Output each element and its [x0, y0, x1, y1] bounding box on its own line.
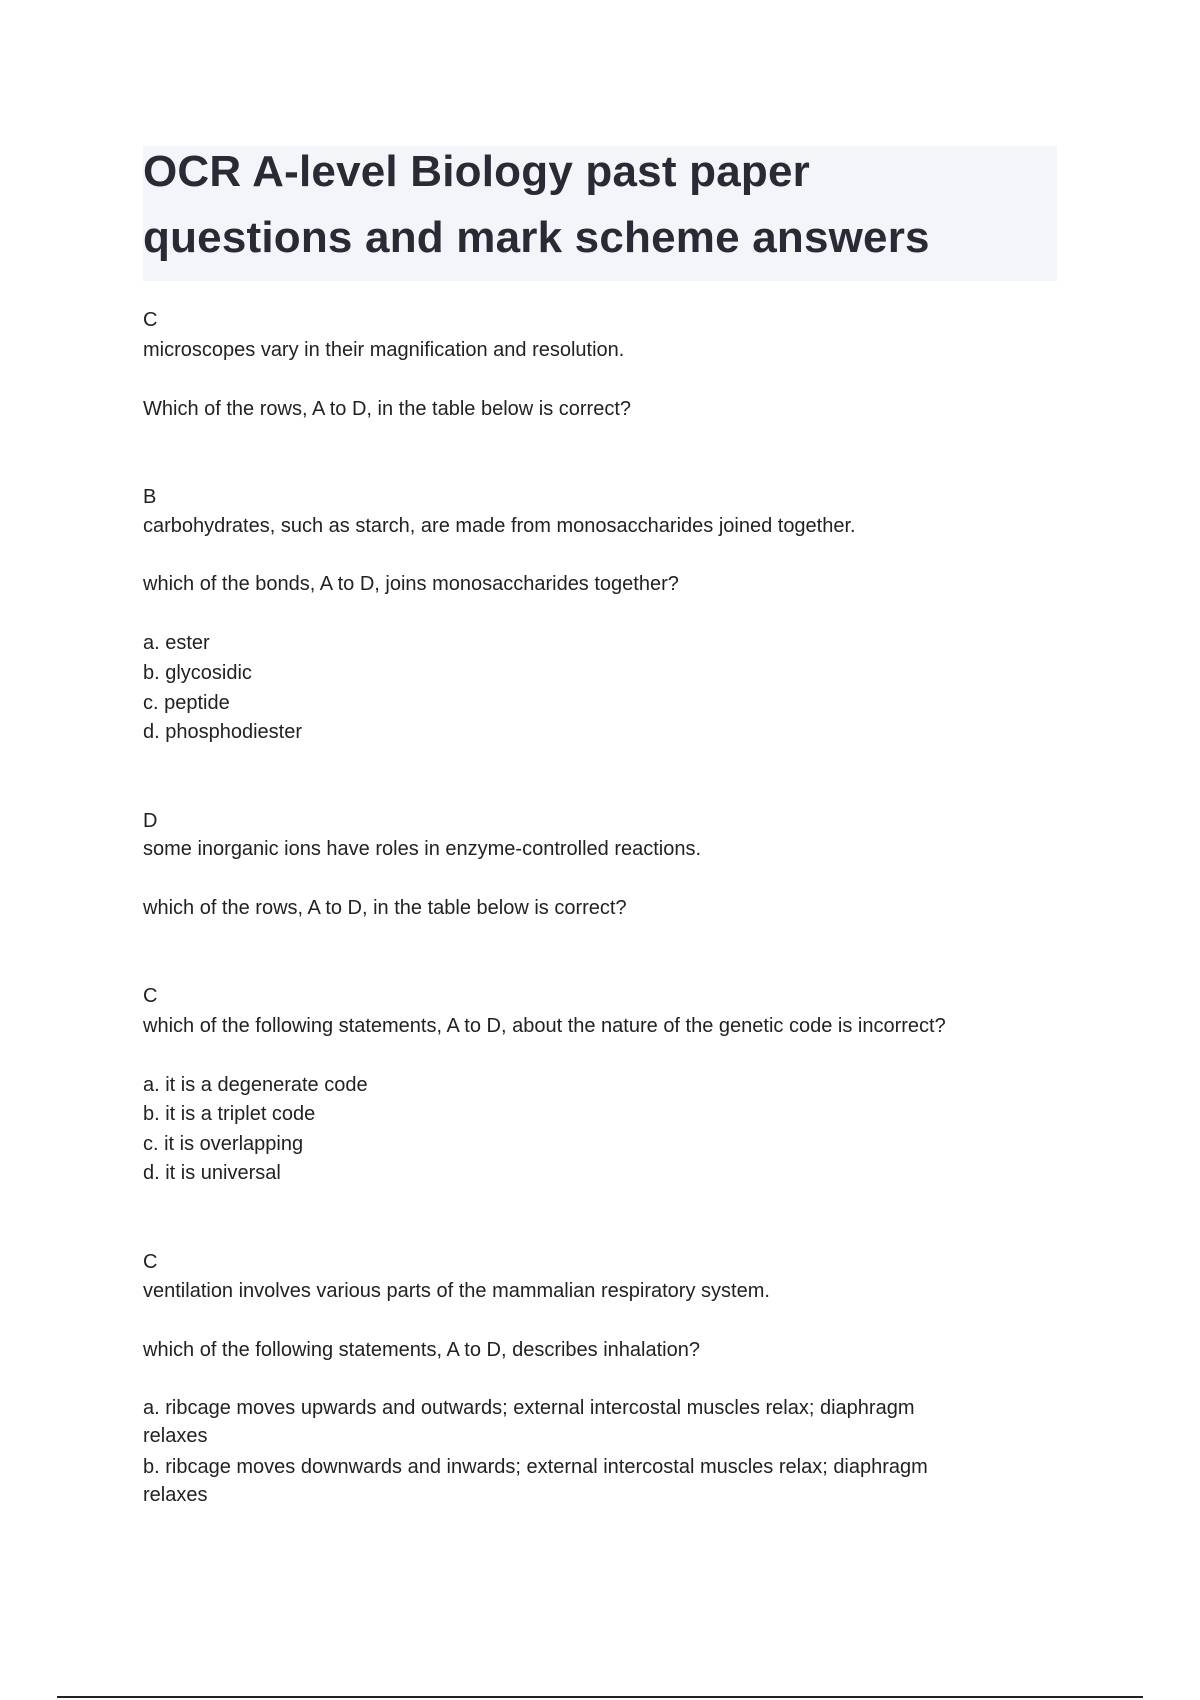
option-item: relaxes [143, 1425, 208, 1447]
option-item: c. peptide [143, 692, 230, 714]
option-item: a. ribcage moves upwards and outwards; external intercostal muscles relax; diaphragm [143, 1397, 915, 1419]
question-prompt: ventilation involves various parts of the mammalian respiratory system. [143, 1280, 770, 1302]
document-title-line-2: questions and mark scheme answers [143, 213, 930, 262]
question-text: which of the following statements, A to D, describes inhalation? [143, 1339, 700, 1361]
question-text: Which of the rows, A to D, in the table below is correct? [143, 398, 632, 420]
option-item: relaxes [143, 1484, 208, 1506]
option-item: c. it is overlapping [143, 1133, 304, 1155]
option-item: a. ester [143, 632, 210, 654]
option-item: b. it is a triplet code [143, 1103, 316, 1125]
answer-letter: C [143, 985, 158, 1007]
question-prompt: carbohydrates, such as starch, are made from monosaccharides joined together. [143, 515, 856, 537]
option-item: b. ribcage moves downwards and inwards; external intercostal muscles relax; diaphragm [143, 1456, 928, 1478]
answer-letter: B [143, 486, 157, 508]
question-text: which of the rows, A to D, in the table below is correct? [143, 897, 627, 919]
question-text: which of the bonds, A to D, joins monosaccharides together? [143, 573, 679, 595]
question-prompt: which of the following statements, A to D, about the nature of the genetic code is incorrect? [143, 1015, 946, 1037]
answer-letter: C [143, 309, 158, 331]
page-bottom-rule [57, 1696, 1143, 1698]
document-title-line-1: OCR A-level Biology past paper [143, 147, 810, 196]
answer-letter: D [143, 810, 158, 832]
option-item: d. it is universal [143, 1162, 281, 1184]
option-item: d. phosphodiester [143, 721, 303, 743]
answer-letter: C [143, 1251, 158, 1273]
option-item: b. glycosidic [143, 662, 252, 684]
question-prompt: microscopes vary in their magnification and resolution. [143, 339, 625, 361]
option-item: a. it is a degenerate code [143, 1074, 368, 1096]
question-prompt: some inorganic ions have roles in enzyme-controlled reactions. [143, 838, 702, 860]
